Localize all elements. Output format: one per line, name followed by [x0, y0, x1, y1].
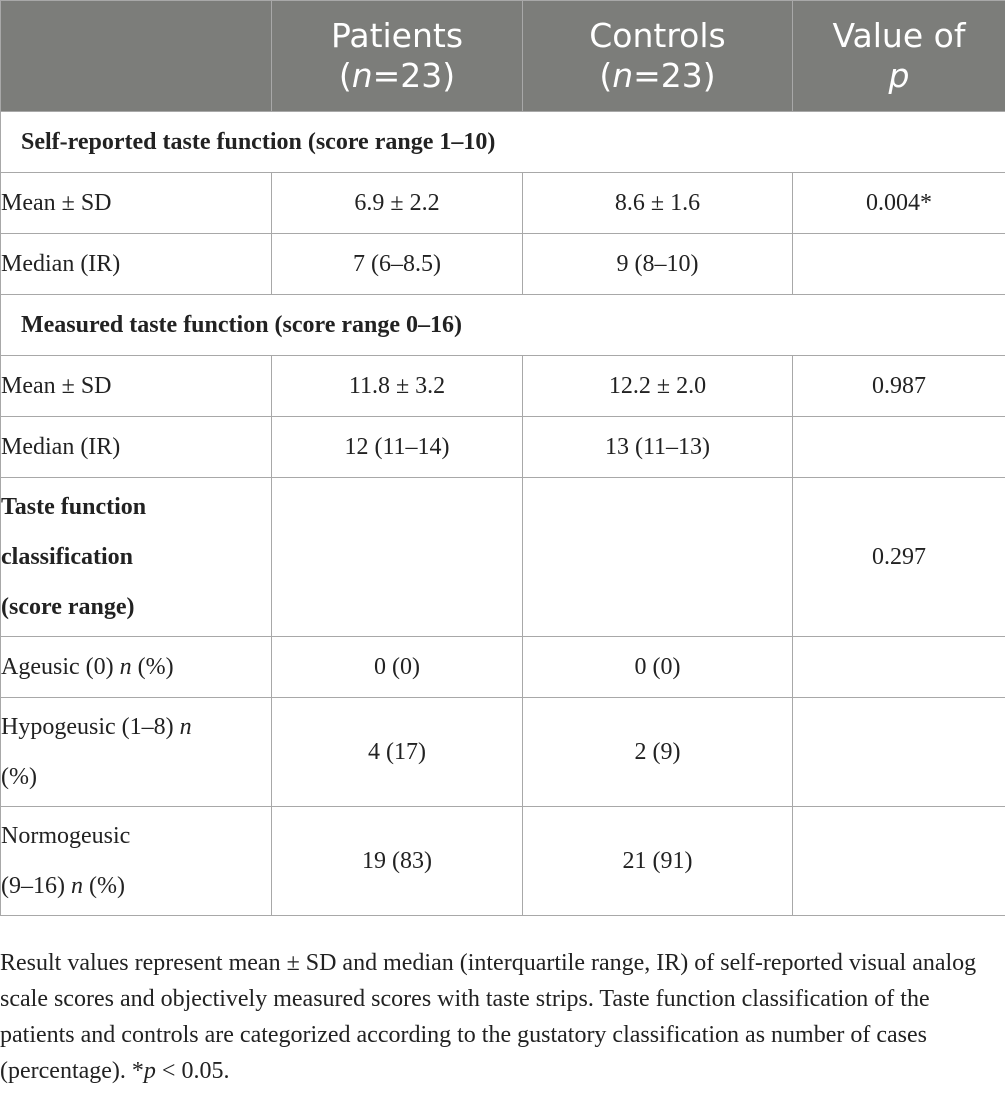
- row-label: Mean ± SD: [1, 356, 272, 417]
- header-controls: Controls (n=23): [523, 1, 793, 112]
- p-value-cell: 0.987: [793, 356, 1005, 417]
- table-row: [1, 807, 1005, 916]
- patients-cell: 11.8 ± 3.2: [272, 356, 523, 417]
- section-row-classification: [1, 478, 1005, 637]
- row-label: Mean ± SD: [1, 173, 272, 234]
- p-value-cell: 0.004*: [793, 173, 1005, 234]
- section-heading: Taste function classification (score range): [1, 478, 272, 637]
- header-patients: Patients (n=23): [272, 1, 523, 112]
- header-p-value: Value of p: [793, 1, 1005, 112]
- p-value-cell: [793, 698, 1005, 807]
- patients-cell: 19 (83): [272, 807, 523, 916]
- controls-cell: 0 (0): [523, 637, 793, 698]
- controls-cell: 12.2 ± 2.0: [523, 356, 793, 417]
- patients-cell: 12 (11–14): [272, 417, 523, 478]
- section-row-measured: [1, 295, 1005, 356]
- table-row: [1, 417, 1005, 478]
- row-label: Hypogeusic (1–8) n (%): [1, 698, 272, 807]
- table-row: [1, 234, 1005, 295]
- controls-cell: 8.6 ± 1.6: [523, 173, 793, 234]
- controls-cell: 2 (9): [523, 698, 793, 807]
- row-label: Median (IR): [1, 234, 272, 295]
- patients-cell: 0 (0): [272, 637, 523, 698]
- table-row: [1, 356, 1005, 417]
- table-row: [1, 698, 1005, 807]
- controls-cell: 9 (8–10): [523, 234, 793, 295]
- patients-cell: 7 (6–8.5): [272, 234, 523, 295]
- p-value-cell: 0.297: [793, 478, 1005, 637]
- table-row: [1, 173, 1005, 234]
- p-value-cell: [793, 807, 1005, 916]
- p-value-cell: [793, 234, 1005, 295]
- table-footnote: Result values represent mean ± SD and median (interquartile range, IR) of self-reported visual analog scale scores and objectively measured scores with taste strips. Taste function classification of the patients and controls are categorized according to the gustatory classification as number of cases (percentage). *p < 0.05.: [0, 950, 977, 1084]
- section-heading: Self-reported taste function (score range 1–10): [1, 112, 1005, 173]
- p-value-cell: [793, 417, 1005, 478]
- row-label: Median (IR): [1, 417, 272, 478]
- patients-cell: 6.9 ± 2.2: [272, 173, 523, 234]
- row-label: Normogeusic (9–16) n (%): [1, 807, 272, 916]
- header-blank: [1, 1, 272, 112]
- section-row-self-reported: [1, 112, 1005, 173]
- table-row: [1, 637, 1005, 698]
- row-label: Ageusic (0) n (%): [1, 637, 272, 698]
- controls-cell: 21 (91): [523, 807, 793, 916]
- section-heading: Measured taste function (score range 0–16): [1, 295, 1005, 356]
- p-value-cell: [793, 637, 1005, 698]
- controls-cell: 13 (11–13): [523, 417, 793, 478]
- patients-cell: 4 (17): [272, 698, 523, 807]
- patients-cell: [272, 478, 523, 637]
- controls-cell: [523, 478, 793, 637]
- table-header-row: [1, 1, 1005, 112]
